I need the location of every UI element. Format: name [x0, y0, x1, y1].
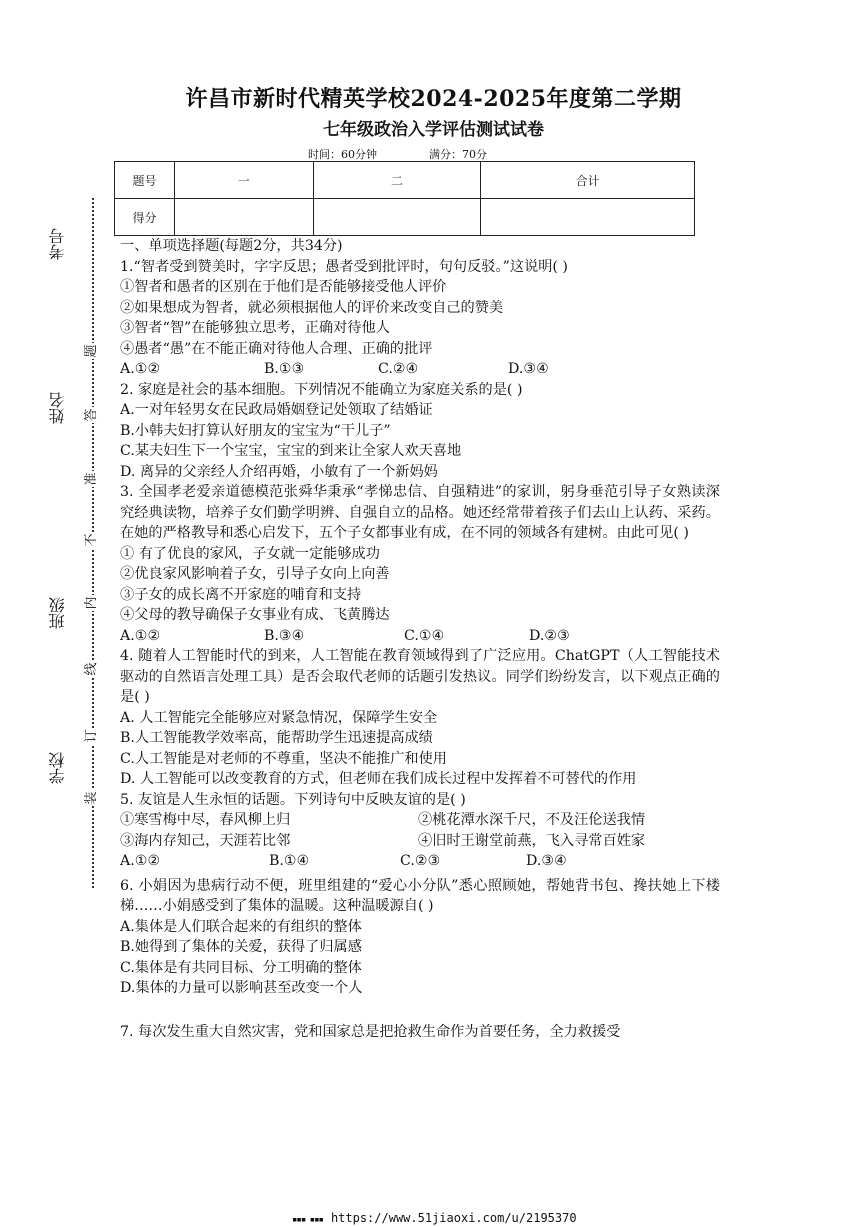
option-d[interactable]: D.③④	[526, 853, 567, 869]
option-a[interactable]: A.①②	[120, 361, 161, 377]
question-6-option[interactable]: D.集体的力量可以影响甚至改变一个人	[120, 980, 363, 996]
question-2-option[interactable]: C.某夫妇生下一个宝宝，宝宝的到来让全家人欢天喜地	[120, 443, 462, 459]
question-2-stem: 2. 家庭是社会的基本细胞。下列情况不能确立为家庭关系的是( )	[120, 381, 523, 398]
binding-char: 线	[84, 662, 99, 676]
question-5-stem: 5. 友谊是人生永恒的话题。下列诗句中反映友谊的是( )	[120, 791, 466, 808]
question-2-option[interactable]: B.小韩夫妇打算认好朋友的宝宝为“干儿子”	[120, 422, 391, 439]
exam-meta	[308, 146, 487, 162]
exam-time: 时间：60分钟	[308, 148, 377, 161]
question-1-item: ③智者“智”在能够独立思考，正确对待他人	[120, 320, 390, 336]
question-5-items-row	[120, 831, 720, 852]
question-content	[120, 236, 720, 999]
exam-full-score: 满分：70分	[429, 148, 487, 161]
label-name: 姓名	[48, 392, 67, 424]
section-heading: 一、单项选择题(每题2分，共34分)	[120, 238, 343, 254]
question-3-options	[120, 626, 720, 647]
label-exam-number: 考号	[48, 228, 67, 260]
score-table-cell: 题号	[115, 162, 175, 199]
exam-subtitle: 七年级政治入学评估测试试卷	[323, 120, 544, 140]
watermark-url[interactable]: https://www.51jiaoxi.com/u/2195370	[330, 1211, 577, 1225]
option-b[interactable]: B.①③	[264, 361, 305, 377]
binding-char: 内	[84, 596, 99, 610]
question-3-item: ④父母的教导确保子女事业有成、飞黄腾达	[120, 607, 390, 623]
question-4-stem: 4. 随着人工智能时代的到来，人工智能在教育领域得到了广泛应用。ChatGPT（人工智能技术驱动的自然语言处理工具）是否会取代老师的话题引发热议。同学们纷纷发言，以下观点正确的是( )	[120, 648, 720, 705]
question-5-item: ①寒雪梅中尽，春风柳上归	[120, 812, 291, 828]
score-table	[114, 161, 695, 236]
exam-title: 许昌市新时代精英学校2024-2025年度第二学期	[185, 86, 682, 112]
option-b[interactable]: B.③④	[264, 627, 305, 644]
label-school: 学校	[48, 752, 67, 784]
question-1-options	[120, 359, 720, 380]
score-table-cell: 合计	[481, 162, 695, 199]
question-5-item: ④旧时王谢堂前燕，飞入寻常百姓家	[418, 832, 646, 849]
question-6-option[interactable]: B.她得到了集体的关爱，获得了归属感	[120, 939, 362, 955]
option-d[interactable]: D.③④	[508, 361, 549, 377]
question-4-option[interactable]: C.人工智能是对老师的不尊重，坚决不能推广和使用	[120, 750, 447, 767]
question-7-stem: 7. 每次发生重大自然灾害，党和国家总是把抢救生命作为首要任务，全力救援受	[120, 1024, 621, 1040]
question-1-item: ②如果想成为智者，就必须根据他人的评价来改变自己的赞美	[120, 299, 504, 316]
question-1-item: ①智者和愚者的区别在于他们是否能够接受他人评价	[120, 279, 447, 295]
question-4-option[interactable]: A. 人工智能完全能够应对紧急情况，保障学生安全	[120, 709, 438, 726]
score-table-header-row	[115, 162, 695, 199]
question-3-stem: 3. 全国孝老爱亲道德模范张舜华秉承“孝悌忠信、自强精进”的家训，躬身垂范引导子女熟读深究经典读物，培养子女们勤学明辨、自强自立的品格。她还经常带着孩子们去山上认药、采药。在她的严格教导和悉心启发下，五个子女都事业有成，在不同的领域各有建树。由此可见( )	[120, 484, 720, 541]
question-5-item: ③海内存知己，天涯若比邻	[120, 832, 291, 849]
score-table-score-row	[115, 199, 695, 236]
question-2-option[interactable]: D. 离异的父亲经人介绍再婚，小敏有了一个新妈妈	[120, 463, 438, 480]
question-3-item: ③子女的成长离不开家庭的哺育和支持	[120, 586, 362, 603]
question-5-items-row	[120, 810, 720, 831]
question-2-option[interactable]: A.一对年轻男女在民政局婚姻登记处领取了结婚证	[120, 402, 433, 418]
score-input-cell[interactable]	[481, 199, 695, 236]
question-5-item: ②桃花潭水深千尺，不及汪伦送我情	[418, 812, 646, 828]
question-6-option[interactable]: A.集体是人们联合起来的有组织的整体	[120, 918, 362, 935]
score-table-cell: 一	[174, 162, 313, 199]
score-input-cell[interactable]	[313, 199, 481, 236]
binding-char: 装	[84, 791, 99, 805]
watermark-logo: ▪▪▪ ▪▪▪	[292, 1215, 323, 1225]
binding-char: 不	[84, 533, 99, 547]
option-a[interactable]: A.①②	[120, 853, 161, 869]
option-d[interactable]: D.②③	[529, 627, 570, 644]
question-6-stem: 6. 小娟因为患病行动不便，班里组建的“爱心小分队”悉心照顾她，帮她背书包、搀扶她上下楼梯……小娟感受到了集体的温暖。这种温暖源自( )	[120, 877, 720, 914]
score-table-cell: 得分	[115, 199, 175, 236]
option-c[interactable]: C.②④	[378, 361, 419, 377]
question-1-stem: 1.“智者受到赞美时，字字反思；愚者受到批评时，句句反驳。”这说明( )	[120, 258, 568, 275]
binding-char: 订	[84, 729, 99, 743]
option-a[interactable]: A.①②	[120, 627, 161, 644]
question-6-option[interactable]: C.集体是有共同目标、分工明确的整体	[120, 959, 362, 976]
option-b[interactable]: B.①④	[269, 853, 310, 869]
binding-char: 准	[84, 472, 99, 486]
option-c[interactable]: C.①④	[404, 627, 445, 644]
question-3-item: ②优良家风影响着子女，引导子女向上向善	[120, 566, 390, 582]
score-table-cell: 二	[313, 162, 481, 199]
binding-char: 题	[84, 344, 99, 358]
label-class: 班级	[48, 597, 67, 629]
footer-watermark	[292, 1211, 577, 1225]
question-4-option[interactable]: D. 人工智能可以改变教育的方式，但老师在我们成长过程中发挥着不可替代的作用	[120, 771, 637, 787]
question-1-item: ④愚者“愚”在不能正确对待他人合理、正确的批评	[120, 340, 433, 357]
binding-char: 答	[84, 408, 99, 422]
option-c[interactable]: C.②③	[400, 853, 441, 869]
question-3-item: ① 有了优良的家风，子女就一定能够成功	[120, 545, 380, 562]
score-input-cell[interactable]	[174, 199, 313, 236]
question-4-option[interactable]: B.人工智能教学效率高，能帮助学生迅速提高成绩	[120, 730, 433, 746]
question-5-options	[120, 851, 720, 872]
